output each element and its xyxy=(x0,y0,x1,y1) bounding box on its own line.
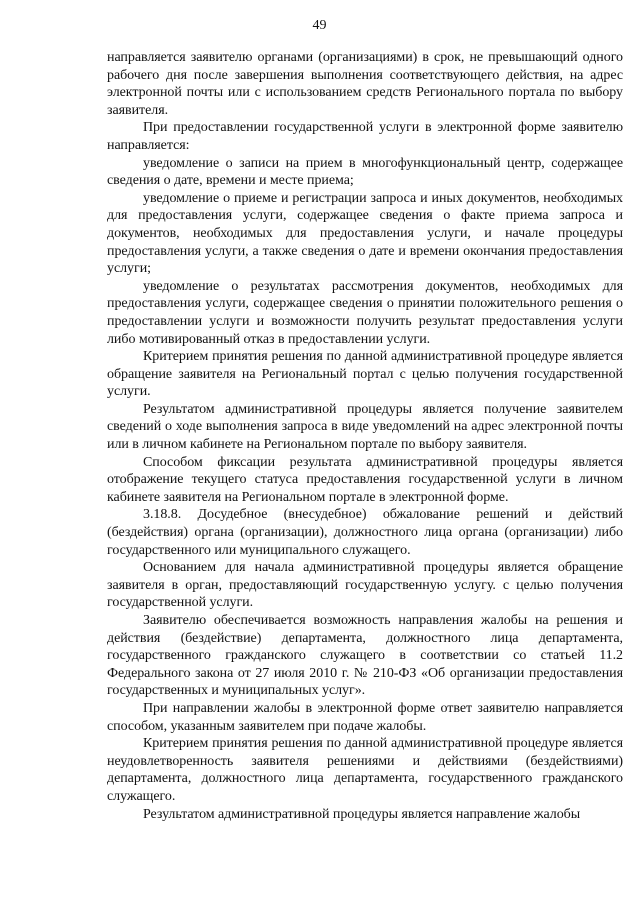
document-body xyxy=(107,49,623,823)
paragraph: Результатом административной процедуры является направление жалобы xyxy=(143,806,581,822)
paragraph: Критерием принятия решения по данной административной процедуре является неудовлетворенность заявителя решениями и действиями (бездействиями) департамента, должностного лица департамента, государственного гражданского служащего. xyxy=(107,736,623,804)
paragraph: Результатом административной процедуры является получение заявителем сведений о ходе выполнения запроса в виде уведомлений на адрес электронной почты или в личном кабинете на Региональном портале по выбору заявителя. xyxy=(107,401,623,453)
paragraph: направляется заявителю органами (организациями) в срок, не превышающий одного рабочего дня после завершения выполнения соответствующего действия, на адрес электронной почты или с использованием средств Регионального портала по выбору заявителя. xyxy=(107,50,623,118)
page-number: 49 xyxy=(312,18,327,33)
paragraph: уведомление о приеме и регистрации запроса и иных документов, необходимых для предоставления услуги, содержащее сведения о факте приема запроса и документов, необходимых для предоставления услуги, и начале процедуры предоставления услуги, а также сведения о дате и времени окончания предоставления услуги; xyxy=(107,190,623,277)
paragraph: Основанием для начала административной процедуры является обращение заявителя в орган, предоставляющий государственную услугу. с целью получения государственной услуги. xyxy=(107,560,623,611)
paragraph: Критерием принятия решения по данной административной процедуре является обращение заявителя на Региональный портал с целью получения государственной услуги. xyxy=(107,349,623,400)
paragraph: При направлении жалобы в электронной форме ответ заявителю направляется способом, указанным заявителем при подаче жалобы. xyxy=(107,700,623,734)
paragraph: уведомление о записи на прием в многофункциональный центр, содержащее сведения о дате, времени и месте приема; xyxy=(107,155,623,189)
paragraph: При предоставлении государственной услуги в электронной форме заявителю направляется: xyxy=(107,120,623,153)
paragraph: уведомление о результатах рассмотрения документов, необходимых для предоставления услуги, содержащее сведения о принятии положительного решения о предоставлении услуги и возможности получить результат предоставления услуги либо мотивированный отказ в предоставлении услуги. xyxy=(107,278,623,347)
paragraph: Заявителю обеспечивается возможность направления жалобы на решения и действия (бездействие) департамента, должностного лица департамента, государственного гражданского служащего в соответствии со статьей 11.2 Федерального закона от 27 июля 2010 г. № 210-ФЗ «Об организации предоставления государственных и муниципальных услуг». xyxy=(107,613,623,699)
paragraph: Способом фиксации результата административной процедуры является отображение текущего статуса предоставления государственной услуги в личном кабинете заявителя на Региональном портале в электронной форме. xyxy=(107,454,623,505)
section-heading-paragraph: 3.18.8. Досудебное (внесудебное) обжалование решений и действий (бездействия) органа (организации), должностного лица органа (организации) либо государственного или муниципального служащего. xyxy=(107,507,623,558)
